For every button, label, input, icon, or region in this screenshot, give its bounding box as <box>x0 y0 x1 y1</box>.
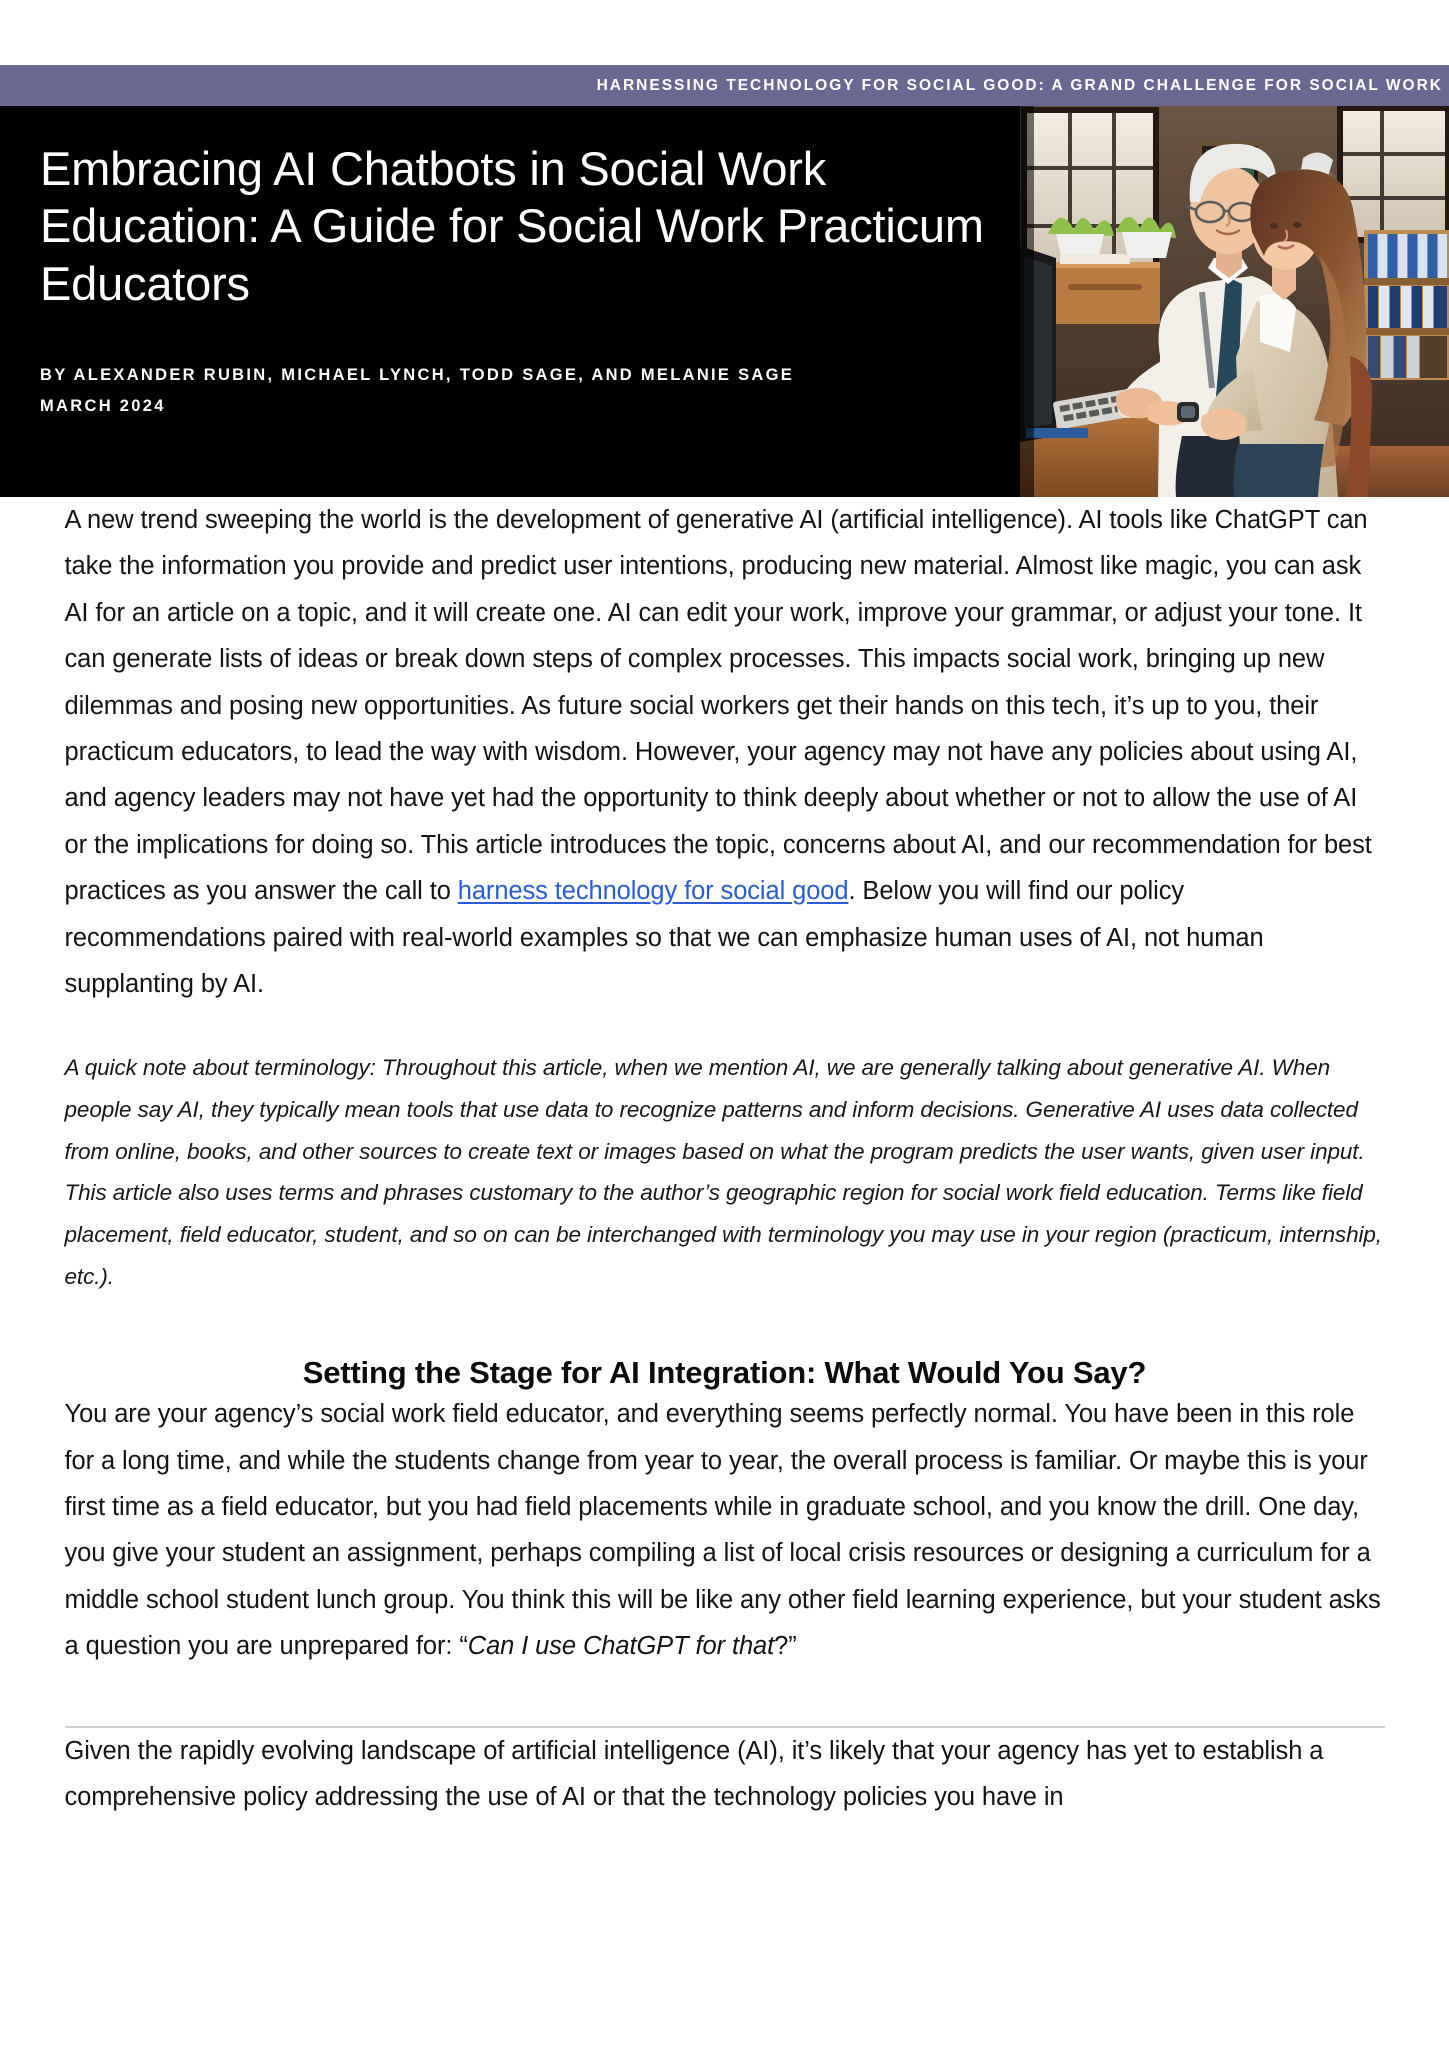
eyebrow-banner-text: HARNESSING TECHNOLOGY FOR SOCIAL GOOD: A GRAND CHALLENGE FOR SOCIAL WORK <box>596 76 1443 94</box>
masthead-text-block <box>40 106 1020 497</box>
paragraph-intro-text-before-link: A new trend sweeping the world is the development of generative AI (artificial intelligence). AI tools like ChatGPT can take the information you provide and predict user intentions, producing new material. Almost like magic, you can ask AI for an article on a topic, and it will create one. AI can edit your work, improve your grammar, or adjust your tone. It can generate lists of ideas or break down steps of complex processes. This impacts social work, bringing up new dilemmas and posing new opportunities. As future social workers get their hands on this tech, it’s up to you, their practicum educators, to lead the way with wisdom. However, your agency may not have any policies about using AI, and agency leaders may not have yet had the opportunity to think deeply about whether or not to allow the use of AI or the implications for doing so. This article introduces the topic, concerns about AI, and our recommendation for best practices as you answer the call to <box>64 506 1372 906</box>
paragraph-scenario-text-end: ?” <box>774 1632 797 1661</box>
paragraph-scenario <box>65 1391 1385 1669</box>
byline-authors: BY ALEXANDER RUBIN, MICHAEL LYNCH, TODD SAGE, AND MELANIE SAGE <box>40 365 795 384</box>
paragraph-policy-landscape: Given the rapidly evolving landscape of artificial intelligence (AI), it’s likely that your agency has yet to establish a comprehensive policy addressing the use of AI or that the technology policies you have in <box>64 1736 1324 1812</box>
hero-photo-illustration <box>1020 106 1449 497</box>
page-title: Embracing AI Chatbots in Social Work Education: A Guide for Social Work Practicum Educators <box>40 142 984 310</box>
byline-date: MARCH 2024 <box>40 396 166 415</box>
article-content-column <box>65 497 1385 1820</box>
article-body <box>0 497 1449 1820</box>
paragraph-scenario-text: You are your agency’s social work field educator, and everything seems perfectly normal. You have been in this role for a long time, and while the students change from year to year, the overall process is familiar. Or maybe this is your first time as a field educator, but you had field placements while in graduate school, and you know the drill. One day, you give your student an assignment, perhaps compiling a list of local crisis resources or designing a curriculum for a middle school student lunch group. You think this will be like any other field learning experience, but your student asks a question you are unprepared for: “ <box>64 1400 1381 1661</box>
byline <box>40 360 1020 421</box>
eyebrow-banner <box>0 65 1449 106</box>
office-mentoring-photo <box>1020 106 1449 497</box>
paragraph-intro <box>65 497 1385 1007</box>
section-heading-setting-the-stage: Setting the Stage for AI Integration: What Would You Say? <box>302 1355 1147 1391</box>
student-question-quote: Can I use ChatGPT for that <box>467 1632 775 1661</box>
paragraph-terminology-note: A quick note about terminology: Throughout this article, when we mention AI, we are generally talking about generative AI. When people say AI, they typically mean tools that use data to recognize patterns and inform decisions. Generative AI uses data collected from online, books, and other sources to create text or images based on what the program predicts the user wants, given user input. This article also uses terms and phrases customary to the author’s geographic region for social work field education. Terms like field placement, field educator, student, and so on can be interchanged with terminology you may use in your region (practicum, internship, etc.). <box>64 1055 1382 1289</box>
paragraph-intro-text-after-link: . Below you will find our policy recommendations paired with real-world examples so that we can emphasize human uses of AI, not human supplanting by AI. <box>64 877 1264 999</box>
harness-technology-link[interactable]: harness technology for social good <box>457 877 849 906</box>
